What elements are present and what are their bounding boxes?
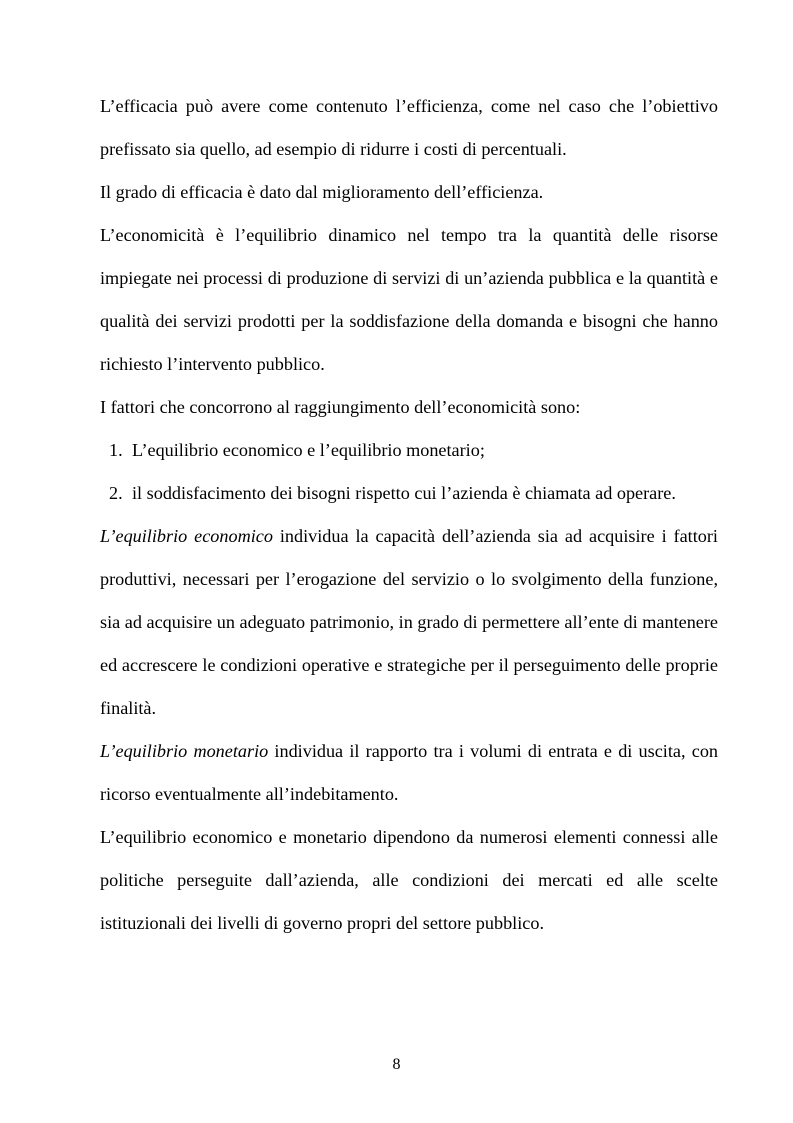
list-number: 2. [109,483,123,503]
paragraph-equilibrio-monetario [100,730,718,816]
paragraph-economicita: L’economicità è l’equilibrio dinamico nel tempo tra la quantità delle risorse impiegate nei processi di produzione di servizi di un’azienda pubblica e la quantità e qualità dei servizi prodotti per la soddisfazione della domanda e bisogni che hanno richiesto l’intervento pubblico. [100,225,718,374]
list-item [100,429,718,472]
paragraph-grado-efficacia: Il grado di efficacia è dato dal miglioramento dell’efficienza. [100,182,544,202]
paragraph-dipendenze: L’equilibrio economico e monetario dipendono da numerosi elementi connessi alle politiche perseguite dall’azienda, alle condizioni dei mercati ed alle scelte istituzionali dei livelli di governo propri del settore pubblico. [100,827,718,933]
paragraph-text: individua la capacità dell’azienda sia ad acquisire i fattori produttivi, necessari per l’erogazione del servizio o lo svolgimento della funzione, sia ad acquisire un adeguato patrimonio, in grado di permettere all’ente di mantenere ed accrescere le condizioni operative e strategiche per il perseguimento delle proprie finalità. [100,526,718,718]
list-item [100,472,718,515]
paragraph-fattori: I fattori che concorrono al raggiungimento dell’economicità sono: [100,397,581,417]
paragraph-equilibrio-economico [100,515,718,730]
paragraph-text: individua il rapporto tra i volumi di entrata e di uscita, con ricorso eventualmente all’indebitamento. [100,741,719,804]
list-number: 1. [109,440,123,460]
paragraph-efficacia: L’efficacia può avere come contenuto l’efficienza, come nel caso che l’obiettivo prefissato sia quello, ad esempio di ridurre i costi di percentuali. [100,96,718,159]
list-text: il soddisfacimento dei bisogni rispetto cui l’azienda è chiamata ad operare. [132,483,676,503]
term-equilibrio-economico: L’equilibrio economico [100,526,273,546]
document-body [100,85,718,945]
term-equilibrio-monetario: L’equilibrio monetario [100,741,269,761]
list-text: L’equilibrio economico e l’equilibrio monetario; [132,440,485,460]
page-number: 8 [392,1056,401,1073]
factors-list [100,429,718,515]
